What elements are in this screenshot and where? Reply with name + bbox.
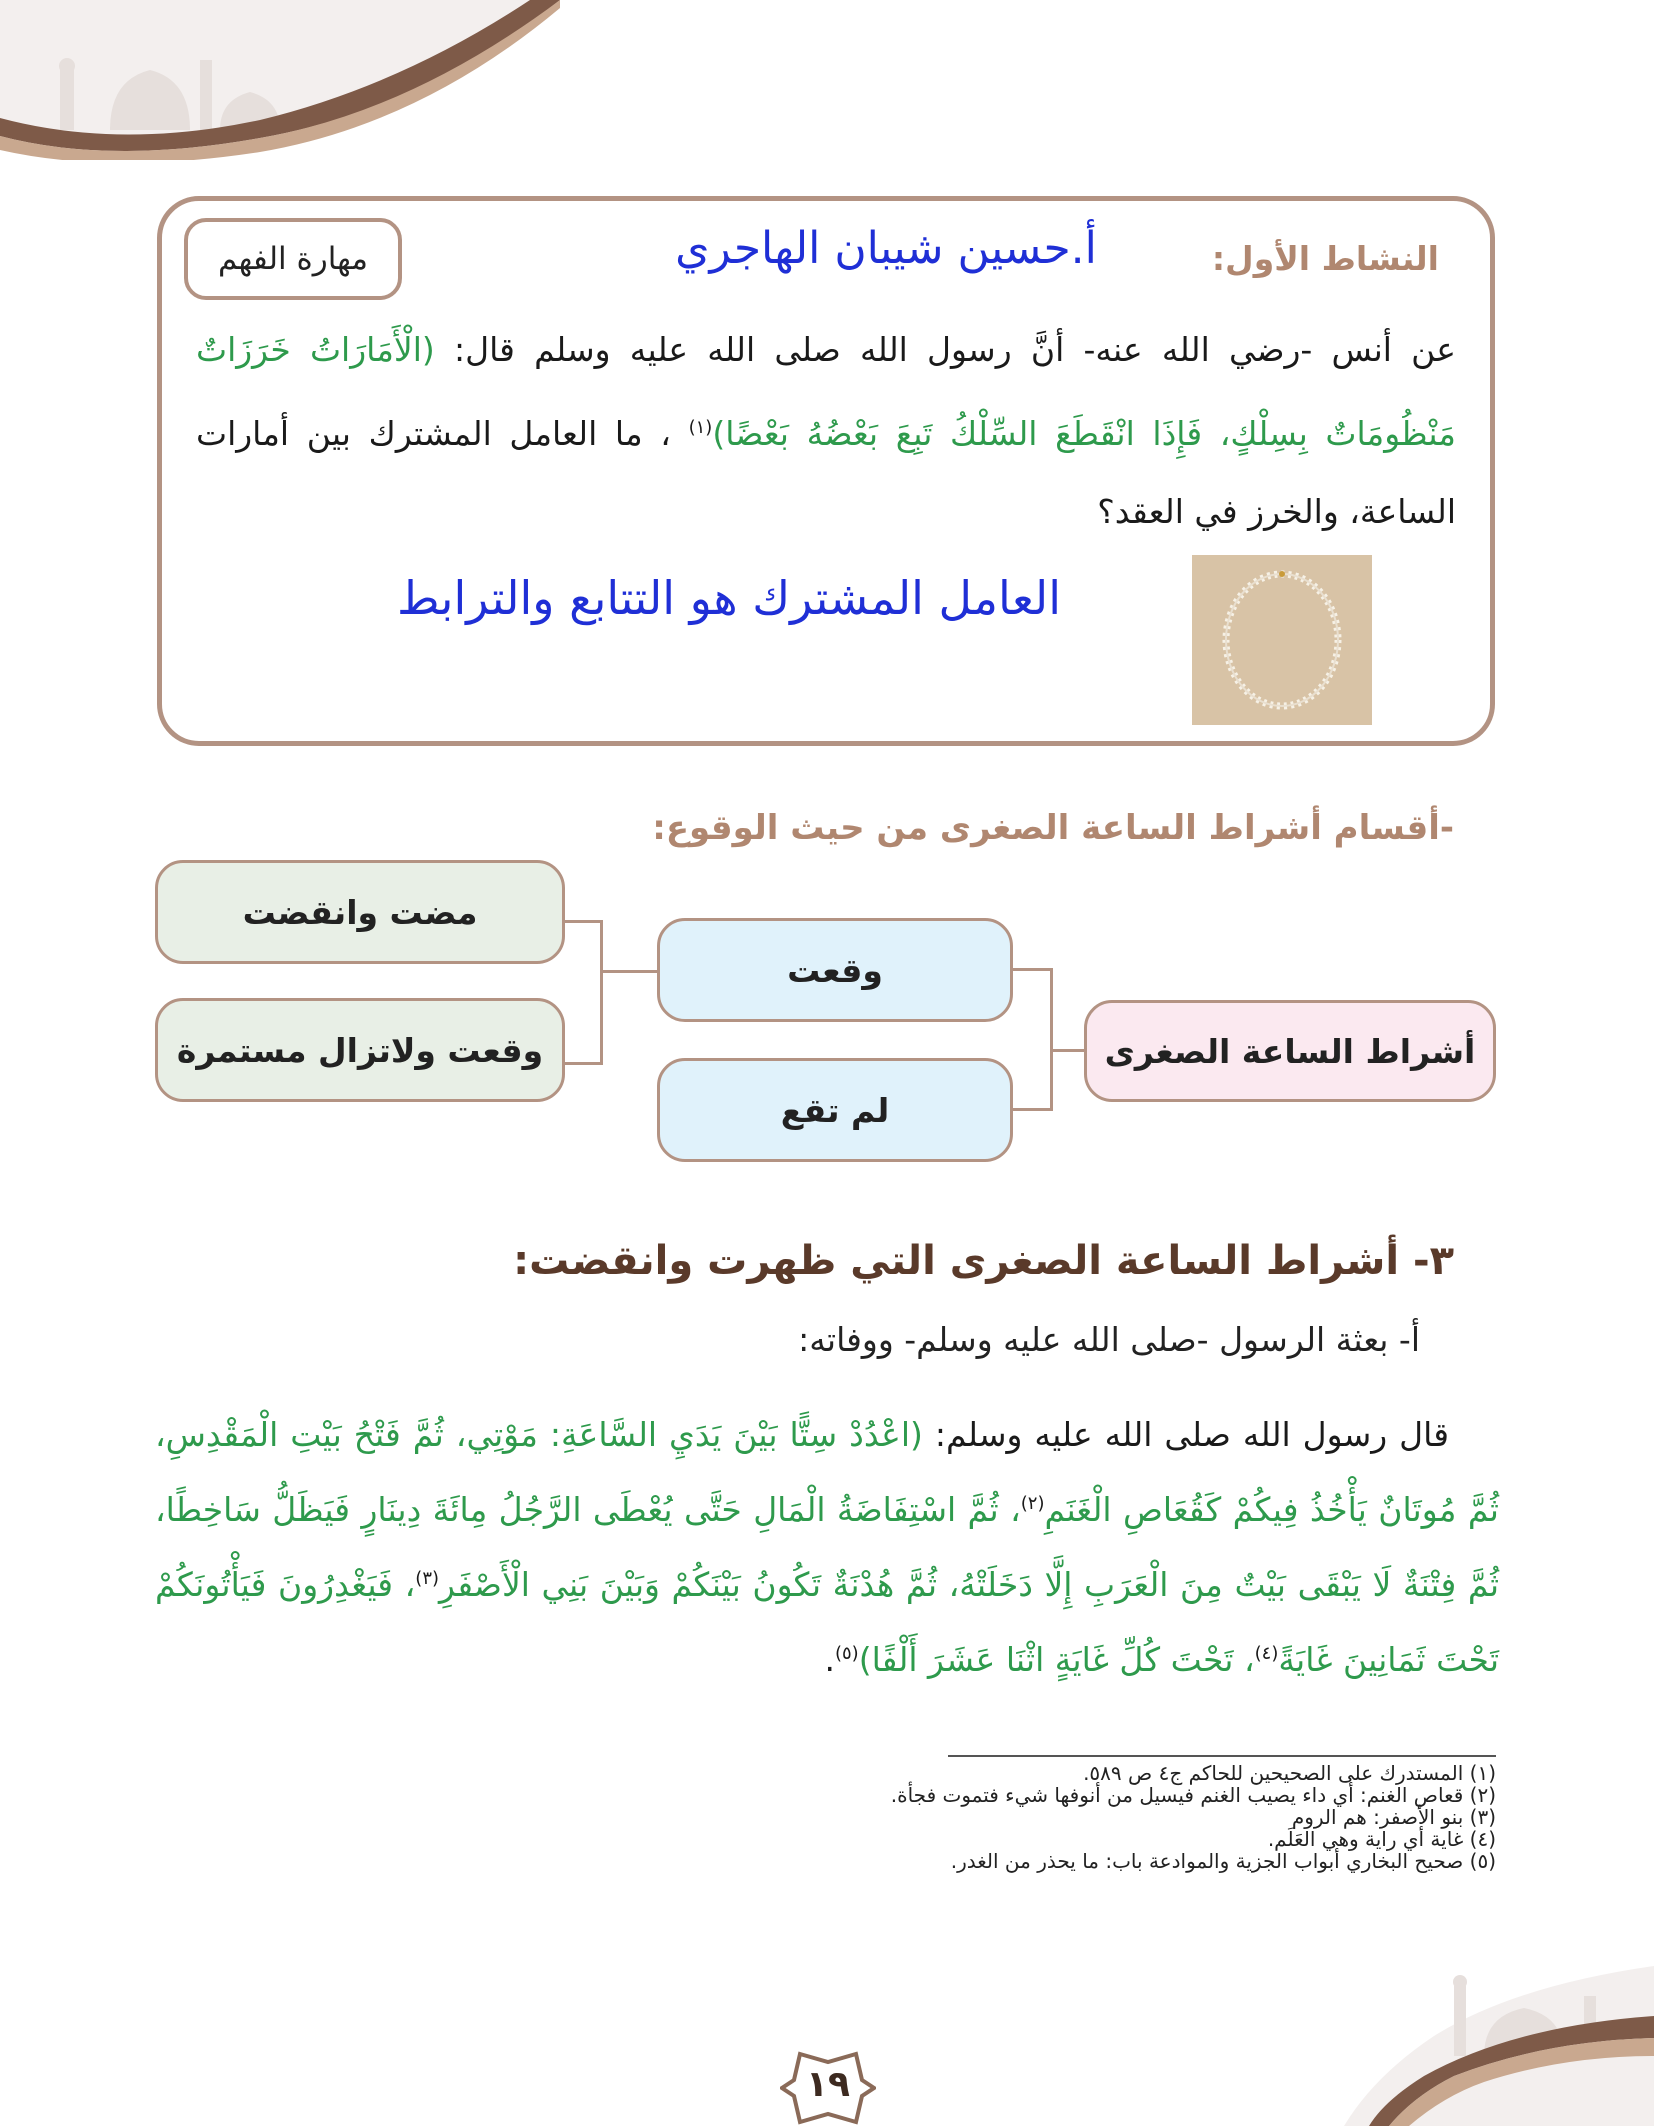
footnote-divider bbox=[948, 1755, 1496, 1757]
quote-text: (اعْدُدْ سِتًّا بَيْنَ يَدَيِ السَّاعَةِ: مَوْتِي، ثُمَّ فَتْحُ بَيْتِ الْمَقْدِسِ، ثُمَّ مُوتَانٌ يَأْخُذُ فِيكُمْ كَقُعَاصِ الْغَنَمِ bbox=[155, 1415, 1499, 1529]
footnote-ref: (٥) bbox=[834, 1643, 859, 1664]
connector-line bbox=[1050, 968, 1053, 1111]
activity-box bbox=[157, 196, 1495, 746]
hadith-intro: عن أنس -رضي الله عنه- أنَّ رسول الله صلى الله عليه وسلم قال: bbox=[434, 330, 1456, 369]
skill-badge: مهارة الفهم bbox=[184, 218, 402, 300]
section3-heading: ٣- أشراط الساعة الصغرى التي ظهرت وانقضت: bbox=[513, 1238, 1454, 1284]
footnote: (٥) صحيح البخاري أبواب الجزية والموادعة باب: ما يحذر من الغدر. bbox=[950, 1849, 1496, 1873]
footnote: (٣) بنو الأصفر: هم الروم bbox=[1291, 1805, 1496, 1829]
quote-intro: قال رسول الله صلى الله عليه وسلم: bbox=[922, 1415, 1449, 1454]
node-not-occurred: لم تقع bbox=[657, 1058, 1013, 1162]
subpoint-a: أ- بعثة الرسول -صلى الله عليه وسلم- ووفاته: bbox=[798, 1320, 1420, 1359]
node-occurred: وقعت bbox=[657, 918, 1013, 1022]
connector-line bbox=[565, 1062, 603, 1065]
connector-line bbox=[1013, 968, 1053, 971]
hadith-quote: (الْأَمَارَاتُ خَرَزَاتٌ مَنْظُومَاتٌ بِسِلْكٍ، فَإِذَا انْقَطَعَ السِّلْكُ تَبِعَ بَعْضُهُ بَعْضًا) bbox=[196, 330, 1456, 453]
node-minor-signs: أشراط الساعة الصغرى bbox=[1084, 1000, 1496, 1102]
footnote: (٤) غاية أي راية وهي العَلَم. bbox=[1267, 1827, 1496, 1851]
connector-line bbox=[1050, 1049, 1084, 1052]
handwritten-answer: العامل المشترك هو التتابع والترابط bbox=[397, 571, 1061, 625]
node-passed: مضت وانقضت bbox=[155, 860, 565, 964]
bottom-corner-ornament bbox=[1154, 1946, 1654, 2126]
hadith-quote-paragraph bbox=[155, 1400, 1499, 1694]
hadith-paragraph bbox=[196, 311, 1456, 551]
footnotes-list bbox=[891, 1762, 1496, 1872]
page-number-badge bbox=[780, 2050, 876, 2126]
footnote-ref: (٤) bbox=[1254, 1643, 1279, 1664]
footnote-ref: (٣) bbox=[415, 1568, 440, 1589]
connector-line bbox=[600, 920, 603, 1065]
activity-title: النشاط الأول: bbox=[1211, 239, 1439, 278]
footnote-ref: (١) bbox=[688, 417, 713, 438]
quote-end: . bbox=[824, 1640, 835, 1679]
quote-text: ، تَحْتَ كُلِّ غَايَةٍ اثْنَا عَشَرَ أَلْفًا) bbox=[858, 1640, 1255, 1679]
footnote-ref: (٢) bbox=[1020, 1493, 1045, 1514]
top-corner-ornament bbox=[0, 0, 560, 160]
divisions-heading: -أقسام أشراط الساعة الصغرى من حيث الوقوع: bbox=[652, 808, 1454, 848]
footnote: (٢) قعاص الغنم: أي داء يصيب الغنم فيسيل من أنوفها شيء فتموت فجأة. bbox=[890, 1783, 1496, 1807]
teacher-name: أ.حسين شيبان الهاجري bbox=[675, 223, 1097, 274]
quote-text: ، ثُمَّ اسْتِفَاضَةُ الْمَالِ حَتَّى يُعْطَى الرَّجُلُ مِائَةَ دِينَارٍ فَيَظَلُّ سَاخِطًا، ثُمَّ فِتْنَةٌ لَا يَبْقَى بَيْتٌ مِنَ الْعَرَبِ إِلَّا دَخَلَتْهُ، ثُمَّ هُدْنَةٌ تَكُونُ بَيْنَكُمْ وَبَيْنَ بَنِي الْأَصْفَرِ bbox=[155, 1490, 1500, 1604]
node-ongoing: وقعت ولاتزال مستمرة bbox=[155, 998, 565, 1102]
activity-question: ، ما العامل المشترك بين أمارات الساعة، والخرز في العقد؟ bbox=[196, 414, 1456, 531]
page-number: ١٩ bbox=[806, 2064, 850, 2105]
connector-line bbox=[565, 920, 603, 923]
connector-line bbox=[603, 970, 657, 973]
quote-text: ، فَيَغْدِرُونَ فَيَأْتُونَكُمْ تَحْتَ ثَمَانِينَ غَايَةً bbox=[155, 1565, 1499, 1679]
connector-line bbox=[1013, 1108, 1053, 1111]
pearl-necklace-image bbox=[1192, 555, 1372, 725]
footnote: (١) المستدرك على الصحيحين للحاكم ج٤ ص ٥٨٩. bbox=[1083, 1761, 1496, 1785]
